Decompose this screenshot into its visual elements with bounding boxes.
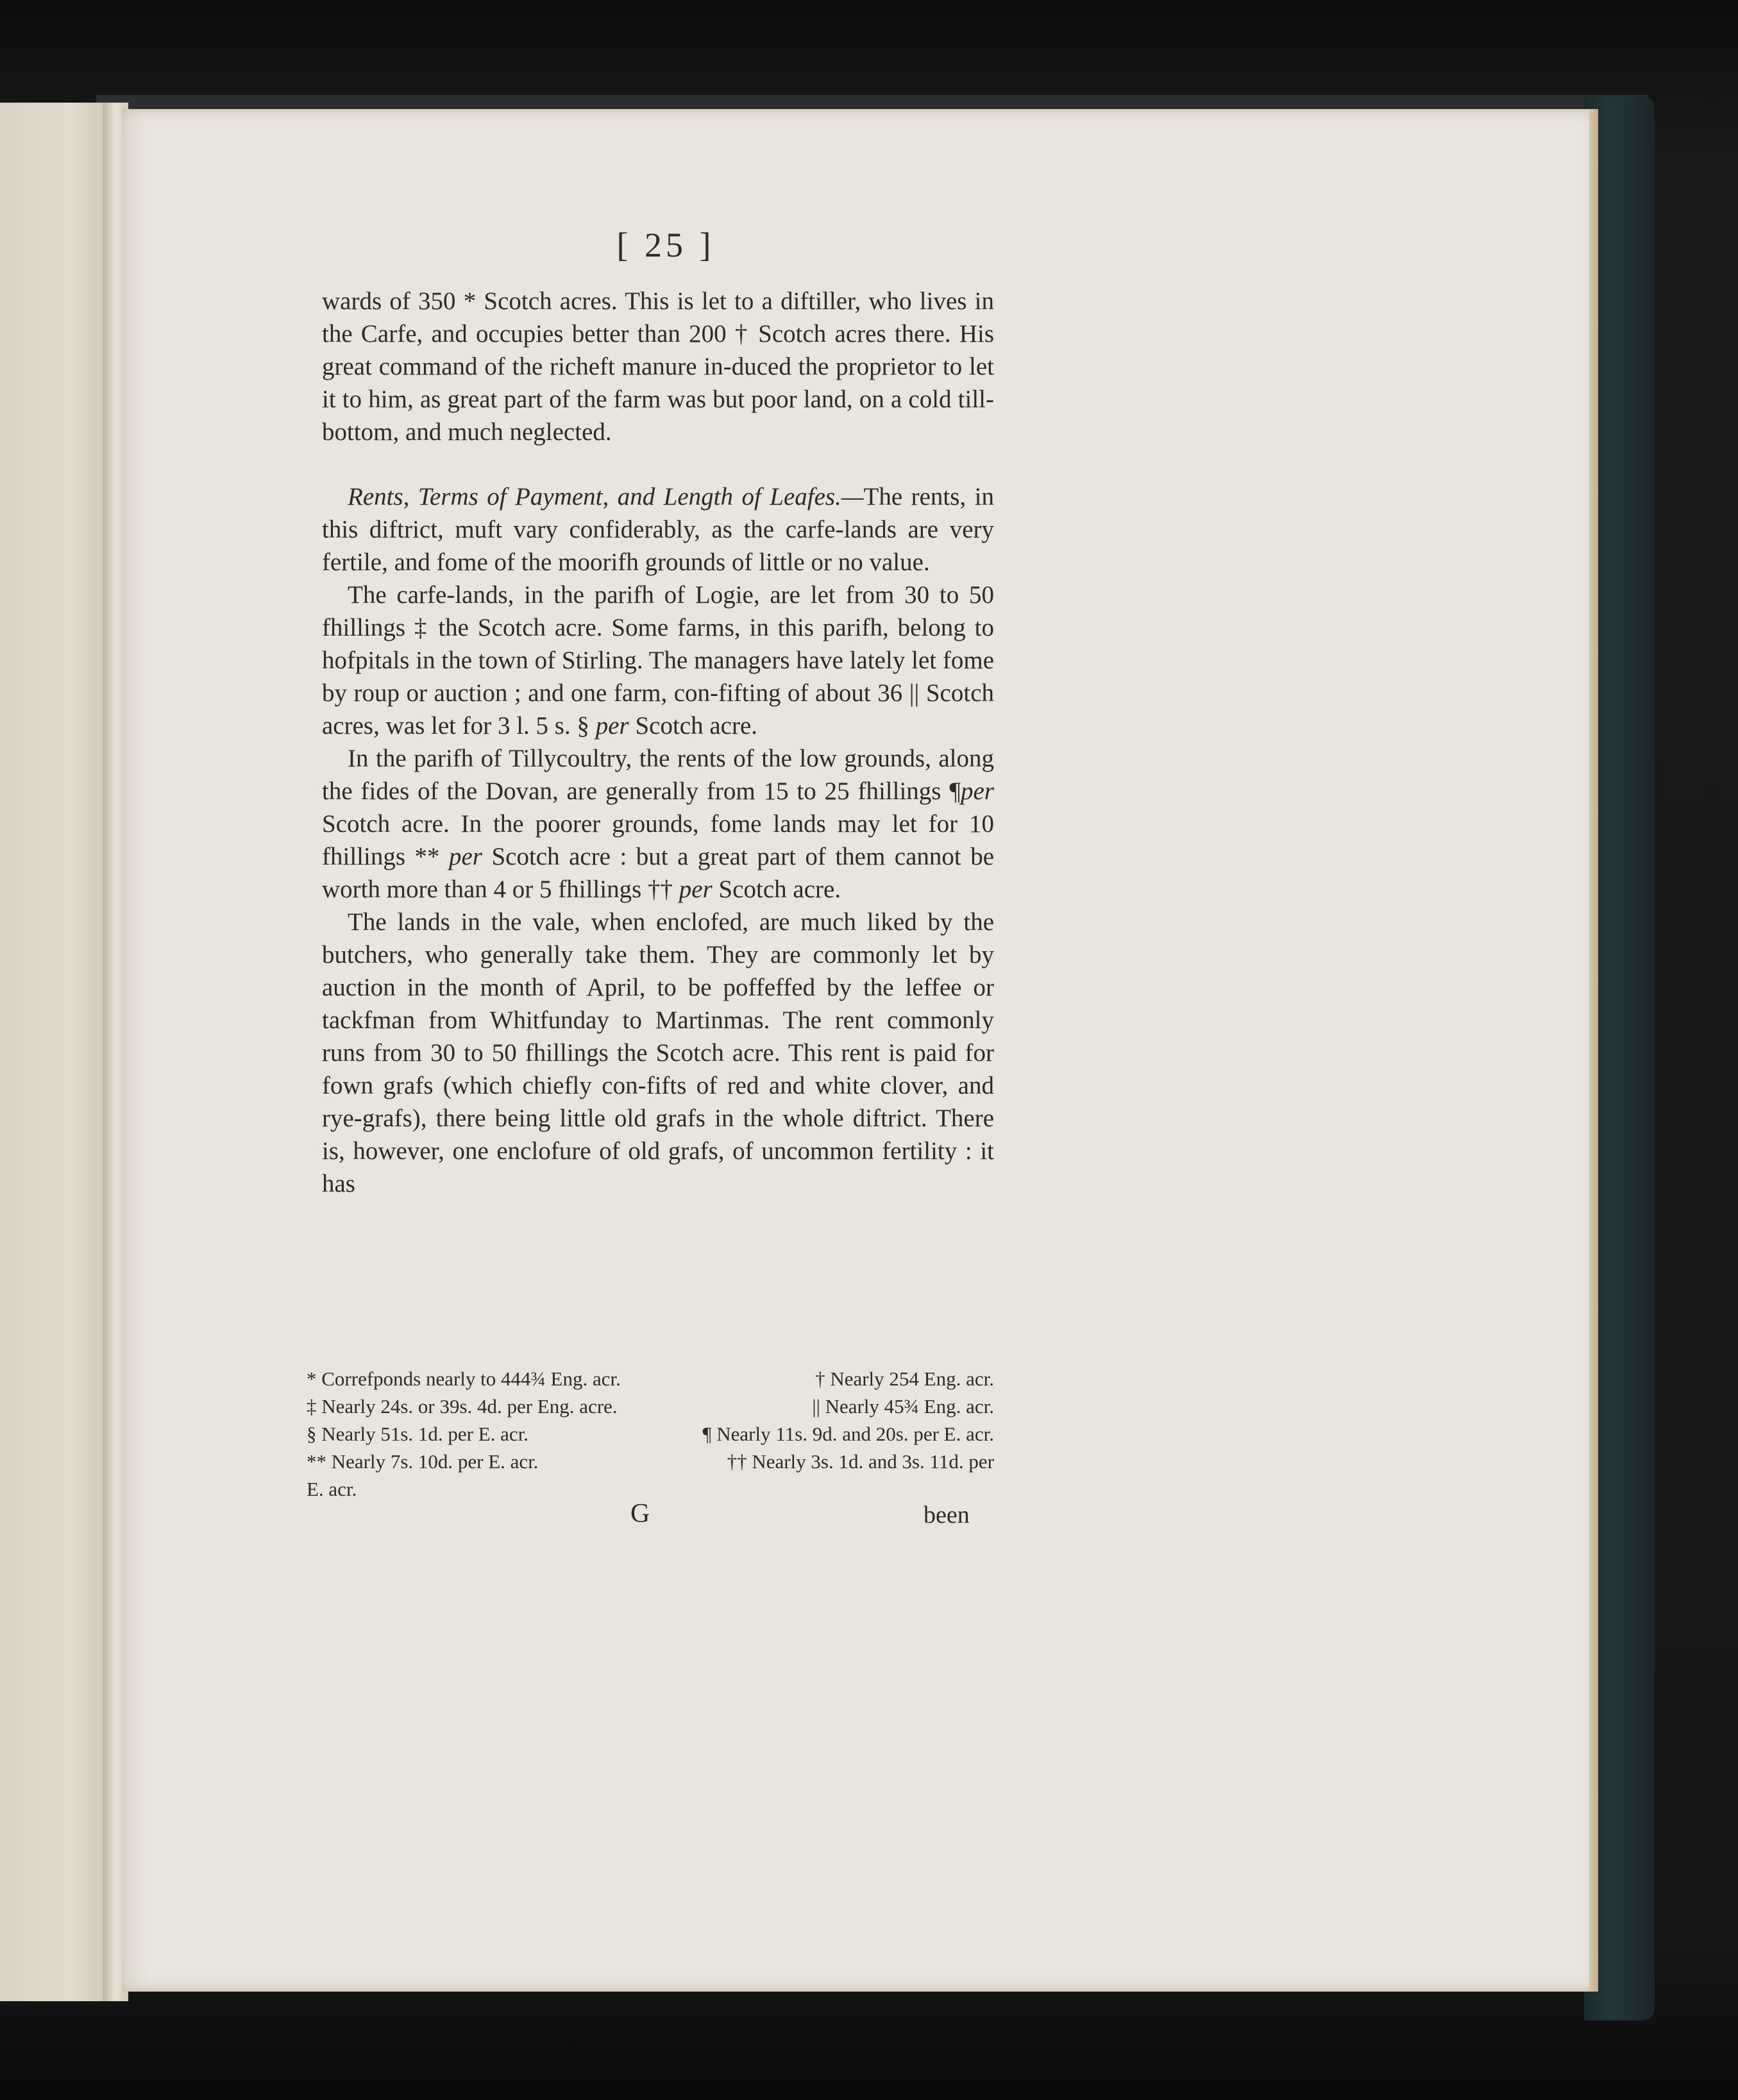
paragraph-3-text: The carfe-lands, in the parifh of Logie, are let from 30 to 50 fhillings ‡ the Scotch acre. Some farms, in this parifh, belong to hofpitals in the town of Stirling. The managers have lately let fome by roup or auction ; and one farm, con-fifting of about 36 || Scotch acres, was let for 3 l. 5 s. § (322, 581, 994, 740)
paragraph-3 (322, 579, 994, 742)
footnote: § Nearly 51s. 1d. per E. acr. (307, 1423, 529, 1445)
per-italic: per (961, 777, 994, 805)
per-italic: per (595, 712, 629, 740)
footnotes (307, 1365, 994, 1503)
footnote: † Nearly 254 Eng. acr. (815, 1368, 994, 1390)
footnote-row (307, 1393, 994, 1420)
paragraph-3-end: Scotch acre. (635, 712, 758, 740)
footnote-row (307, 1365, 994, 1393)
section-heading: Rents, Terms of Payment, and Length of Leafes.— (348, 483, 864, 511)
footnote: †† Nearly 3s. 1d. and 3s. 11d. per (727, 1450, 994, 1473)
paragraph-4-text-d: Scotch acre. (718, 876, 841, 903)
paragraph-4 (322, 742, 994, 906)
footnote: || Nearly 45¾ Eng. acr. (812, 1395, 994, 1418)
footnote: ¶ Nearly 11s. 9d. and 20s. per E. acr. (702, 1423, 994, 1445)
paragraph-4-text-a: In the parifh of Tillycoultry, the rents of the low grounds, along the fides of the Dovan, are generally from 15 to 25 fhillings ¶ (322, 745, 994, 805)
paragraph-2 (322, 480, 994, 579)
paragraph-2-text: The rents, in this diftrict, muft vary confiderably, as the carfe-lands are very fertile, and fome of the moorifh grounds of little or no value. (322, 483, 994, 576)
footnote: ** Nearly 7s. 10d. per E. acr. (307, 1450, 539, 1473)
signature-mark: G (630, 1499, 650, 1528)
footnote-row (307, 1448, 994, 1475)
footnote: E. acr. (307, 1478, 357, 1500)
body-text (322, 285, 994, 1200)
paragraph-1: wards of 350 * Scotch acres. This is let to a diftiller, who lives in the Carfe, and occupies better than 200 † Scotch acres there. His great command of the richeft manure in-duced the proprietor to let it to him, as great part of the farm was but poor land, on a cold till-bottom, and much neglected. (322, 287, 994, 446)
paragraph-4-text-c: Scotch acre : but a great part of them cannot be worth more than 4 or 5 fhillings †† (322, 843, 995, 903)
footnote: * Correfponds nearly to 444¾ Eng. acr. (307, 1368, 621, 1390)
paragraph-4-text-b: Scotch acre. In the poorer grounds, fome lands may let for 10 fhillings ** (322, 810, 994, 870)
page-fore-edge (1589, 109, 1598, 1992)
footnote-row (307, 1420, 994, 1448)
footnote: ‡ Nearly 24s. or 39s. 4d. per Eng. acre. (307, 1395, 618, 1418)
paragraph-5: The lands in the vale, when enclofed, are much liked by the butchers, who generally take them. They are commonly let by auction in the month of April, to be poffeffed by the leffee or tackfman from Whitfunday to Martinmas. The rent commonly runs from 30 to 50 fhillings the Scotch acre. This rent is paid for fown grafs (which chiefly con-fifts of red and white clover, and rye-grafs), there being little old grafs in the whole diftrict. There is, however, one enclofure of old grafs, of uncommon fertility : it has (322, 908, 994, 1198)
per-italic: per (448, 843, 482, 870)
catchword: been (924, 1502, 970, 1528)
page-number-header: [ 25 ] (616, 226, 715, 264)
footnote-row (307, 1475, 994, 1503)
per-italic: per (679, 876, 713, 903)
